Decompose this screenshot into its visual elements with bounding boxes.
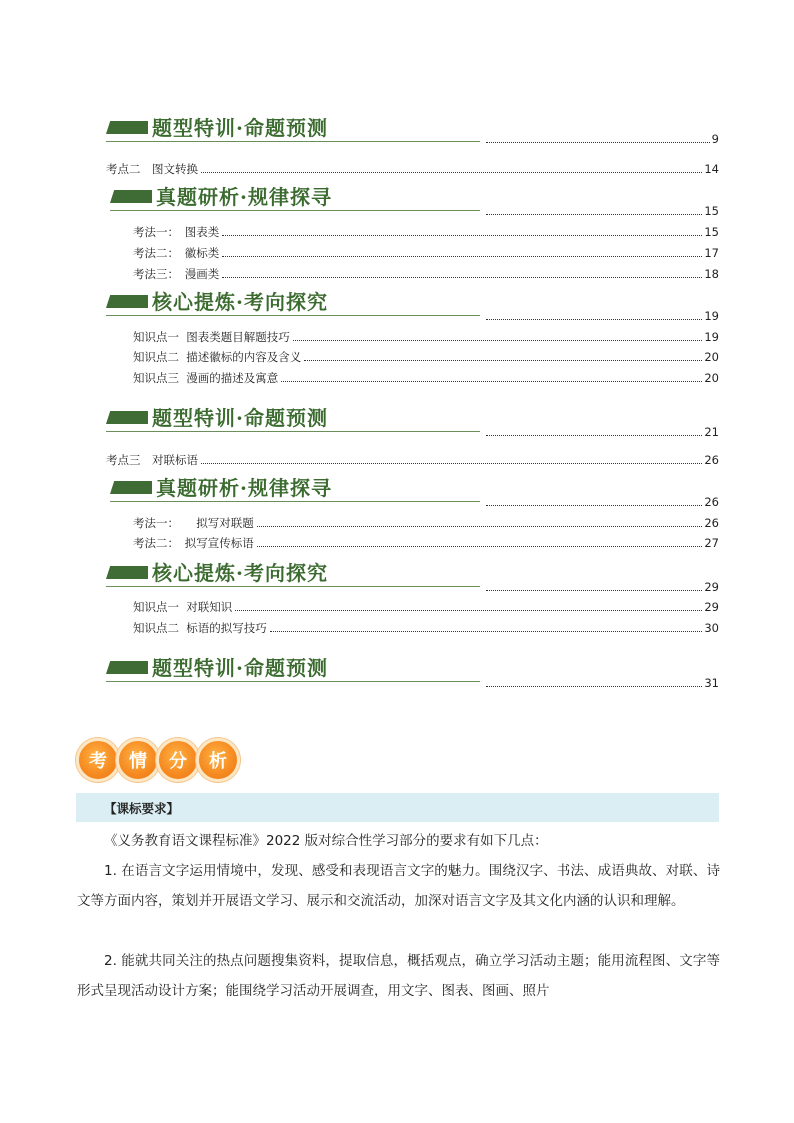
analysis-badge [76,738,236,782]
section-banner-6 [106,561,480,587]
banner-bar-icon [110,481,152,494]
paragraph-2: 2. 能就共同关注的热点问题搜集资料，提取信息，概括观点，确立学习活动主题；能用流程图、文字等形式呈现活动设计方案；能围绕学习活动开展调查，用文字、图表、图画、照片 [77,953,720,999]
toc-entry[interactable]: 考法一： 拟写对联题 26 [133,516,719,530]
toc-entry[interactable]: 知识点二 标语的拟写技巧 30 [133,621,719,635]
toc-entry[interactable]: 考点二 图文转换 14 [106,162,719,176]
toc-entry[interactable]: 考法二： 拟写宣传标语 27 [133,536,719,550]
toc-page-line[interactable]: 31 [486,675,719,691]
paragraph-1: 1. 在语言文字运用情境中，发现、感受和表现语言文字的魅力。围绕汉字、书法、成语典故、对联、诗文等方面内容，策划并开展语文学习、展示和交流活动，加深对语言文字及其文化内涵的认识和理解。 [77,863,720,909]
badge-char: 析 [196,738,240,782]
banner-bar-icon [106,121,148,134]
banner-bar-icon [106,411,148,424]
banner-bar-icon [106,566,148,579]
toc-entry[interactable]: 考法三： 漫画类 18 [133,267,719,281]
toc-page-line[interactable]: 29 [486,579,719,595]
banner-title: 核心提炼·考向探究 [152,290,328,314]
banner-title: 题型特训·命题预测 [152,406,328,430]
banner-title: 题型特训·命题预测 [152,116,328,140]
toc-entry[interactable]: 考点三 对联标语 26 [106,453,719,467]
banner-title: 真题研析·规律探寻 [156,476,332,500]
banner-title: 真题研析·规律探寻 [156,185,332,209]
section-banner-1 [106,116,480,142]
section-banner-4 [106,406,480,432]
toc-page-line[interactable]: 19 [486,308,719,324]
requirement-header [76,793,719,822]
section-banner-3 [106,290,480,316]
toc-entry[interactable]: 知识点一 图表类题目解题技巧 19 [133,330,719,344]
toc-page-line[interactable]: 9 [486,131,719,147]
section-banner-2 [110,185,480,211]
toc-entry[interactable]: 知识点二 描述徽标的内容及含义 20 [133,350,719,364]
section-banner-5 [110,476,480,502]
toc-page-line[interactable]: 21 [486,424,719,440]
banner-title: 核心提炼·考向探究 [152,561,328,585]
toc-entry[interactable]: 考法一： 图表类 15 [133,225,719,239]
badge-char: 考 [76,738,120,782]
toc-page-line[interactable]: 15 [486,203,719,219]
badge-char: 情 [116,738,160,782]
toc-entry[interactable]: 知识点一 对联知识 29 [133,600,719,614]
banner-bar-icon [106,661,148,674]
toc-entry[interactable]: 考法二： 徽标类 17 [133,246,719,260]
paragraph-intro: 《义务教育语文课程标准》2022 版对综合性学习部分的要求有如下几点： [104,833,548,849]
toc-page-line[interactable]: 26 [486,494,719,510]
banner-bar-icon [110,190,152,203]
badge-char: 分 [156,738,200,782]
requirement-label: 【课标要求】 [104,801,180,816]
banner-title: 题型特训·命题预测 [152,656,328,680]
banner-bar-icon [106,295,148,308]
toc-entry[interactable]: 知识点三 漫画的描述及寓意 20 [133,371,719,385]
section-banner-7 [106,656,480,682]
